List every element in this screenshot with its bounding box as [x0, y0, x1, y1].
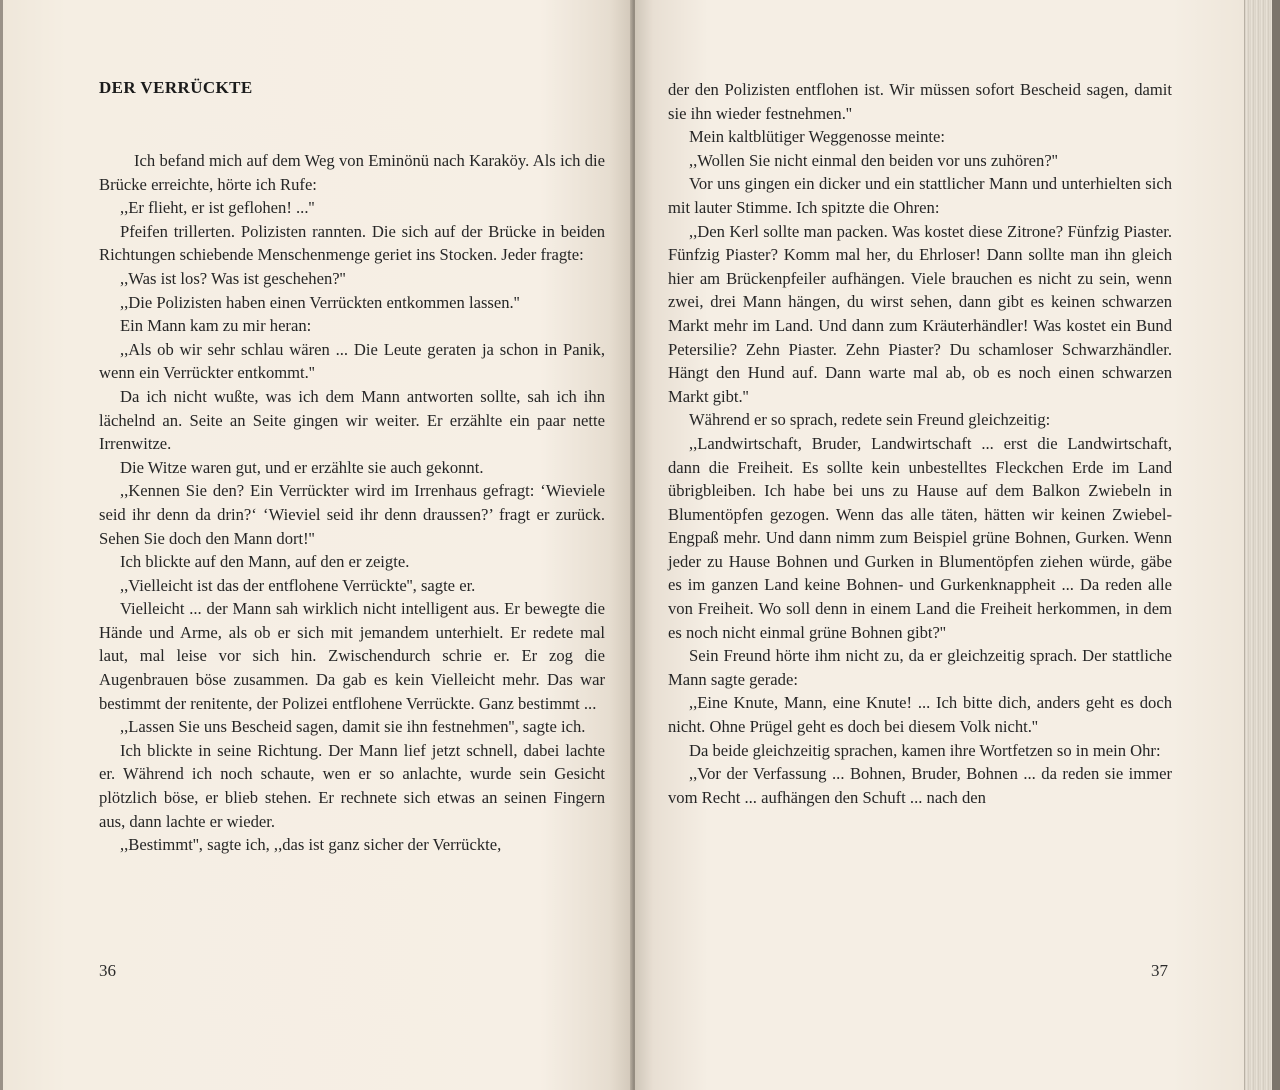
paragraph: ,,Vor der Verfassung ... Bohnen, Bruder, Bohnen ... da reden sie immer vom Recht ... aufhängen den Schuft ... nach den [668, 764, 1172, 807]
paragraph: Da ich nicht wußte, was ich dem Mann antworten sollte, sah ich ihn lächelnd an. Seite an Seite gingen wir weiter. Er erzählte ein paar nette Irrenwitze. [99, 386, 605, 454]
paragraph: Während er so sprach, redete sein Freund gleichzeitig: [689, 410, 1051, 430]
paragraph: ,,Den Kerl sollte man packen. Was kostet diese Zitrone? Fünfzig Piaster. Fünfzig Piaster? Komm mal her, du Ehrloser! Dann sollte man ihn gleich hier am Brückenpfeiler aufhängen. Viele brauchen es nicht zu sein, wenn zwei, drei Mann hängen, du wirst sehen, dann gibt es keinen schwarzen Markt mehr im Land. Und dann zum Kräuterhändler! Was kostet ein Bund Petersilie? Zehn Piaster. Zehn Piaster? Du schamloser Schwarzhändler. Hängt den Hund auf. Dann warte mal ab, ob es noch einen schwarzen Markt gibt.'' [668, 221, 1172, 406]
paragraph: Ich befand mich auf dem Weg von Eminönü nach Karaköy. Als ich die Brücke erreichte, hörte ich Rufe: [99, 151, 605, 194]
paragraph: ,,Vielleicht ist das der entflohene Verrückte'', sagte er. [120, 575, 476, 595]
chapter-title: DER VERRÜCKTE [99, 78, 253, 97]
paragraph: ,,Die Polizisten haben einen Verrückten entkommen lassen.'' [120, 292, 520, 312]
paragraph: ,,Was ist los? Was ist geschehen?'' [120, 268, 346, 288]
paragraph: Sein Freund hörte ihm nicht zu, da er gleichzeitig sprach. Der stattliche Mann sagte gerade: [668, 646, 1172, 689]
paragraph: Ich blickte auf den Mann, auf den er zeigte. [120, 552, 410, 572]
paragraph: ,,Wollen Sie nicht einmal den beiden vor uns zuhören?'' [689, 150, 1058, 170]
paragraph: Ein Mann kam zu mir heran: [120, 316, 312, 336]
page-edges [1244, 0, 1280, 1090]
paragraph: ,,Als ob wir sehr schlau wären ... Die Leute geraten ja schon in Panik, wenn ein Verrückter entkommt.'' [99, 339, 605, 383]
paragraph: ,,Er flieht, er ist geflohen! ...'' [120, 198, 315, 218]
left-page-text [99, 149, 605, 857]
paragraph: Vor uns gingen ein dicker und ein stattlicher Mann und unterhielten sich mit lauter Stimme. Ich spitzte die Ohren: [668, 174, 1172, 217]
paragraph: ,,Bestimmt'', sagte ich, ,,das ist ganz sicher der Verrückte, [120, 835, 502, 855]
page-number-left: 36 [99, 961, 116, 980]
paragraph: Da beide gleichzeitig sprachen, kamen ihre Wortfetzen so in mein Ohr: [689, 740, 1161, 760]
continued-paragraph: der den Polizisten entflohen ist. Wir müssen sofort Bescheid sagen, damit sie ihn wieder festnehmen.'' [668, 80, 1172, 123]
paragraph: ,,Eine Knute, Mann, eine Knute! ... Ich bitte dich, anders geht es doch nicht. Ohne Prügel geht es doch bei diesem Volk nicht.'' [668, 693, 1172, 737]
left-page [0, 0, 635, 1090]
right-page-text [668, 78, 1172, 809]
page-number-right: 37 [1151, 961, 1168, 980]
paragraph: Die Witze waren gut, und er erzählte sie auch gekonnt. [120, 457, 484, 477]
paragraph: Ich blickte in seine Richtung. Der Mann lief jetzt schnell, dabei lachte er. Während ich noch schaute, wen er so anlachte, wurde sein Gesicht plötzlich böse, er blieb stehen. Er rechnete sich etwas an seinen Fingern aus, dann lachte er wieder. [99, 740, 605, 831]
paragraph: Pfeifen trillerten. Polizisten rannten. Die sich auf der Brücke in beiden Richtungen schiebende Menschenmenge geriet ins Stocken. Jeder fragte: [99, 221, 605, 265]
paragraph: ,,Landwirtschaft, Bruder, Landwirtschaft ... erst die Landwirtschaft, dann die Freiheit. Es sollte kein unbestelltes Fleckchen Erde im Land übrigbleiben. Ich habe bei uns zu Hause auf dem Balkon Zwiebeln in Blumentöpfen gezogen. Wenn das alle täten, hätten wir keinen Zwiebel-Engpaß mehr. Und dann nimm zum Beispiel grüne Bohnen, Gurken. Wenn jeder zu Hause Bohnen und Gurken in Blumentöpfen ziehen würde, gäbe es im ganzen Land keine Bohnen- und Gurkenknappheit ... Da reden alle von Freiheit. Wo soll denn in einem Land die Freiheit herkommen, in dem es noch nicht einmal grüne Bohnen gibt?'' [668, 433, 1172, 642]
paragraph: Mein kaltblütiger Weggenosse meinte: [689, 127, 945, 147]
paragraph: Vielleicht ... der Mann sah wirklich nicht intelligent aus. Er bewegte die Hände und Arme, als ob er sich mit jemandem unterhielt. Er redete mal laut, mal leise vor sich hin. Zwischendurch schrie er. Er zog die Augenbrauen böse zusammen. Da gab es kein Vielleicht mehr. Das war bestimmt der renitente, der Polizei entflohene Verrückte. Ganz bestimmt ... [99, 599, 605, 713]
paragraph: ,,Lassen Sie uns Bescheid sagen, damit sie ihn festnehmen'', sagte ich. [120, 717, 586, 737]
paragraph: ,,Kennen Sie den? Ein Verrückter wird im Irrenhaus gefragt: ‘Wieviele seid ihr denn da drin?‘ ‘Wieviel seid ihr denn draussen?’ fragt er zurück. Sehen Sie doch den Mann dort!'' [99, 481, 605, 548]
